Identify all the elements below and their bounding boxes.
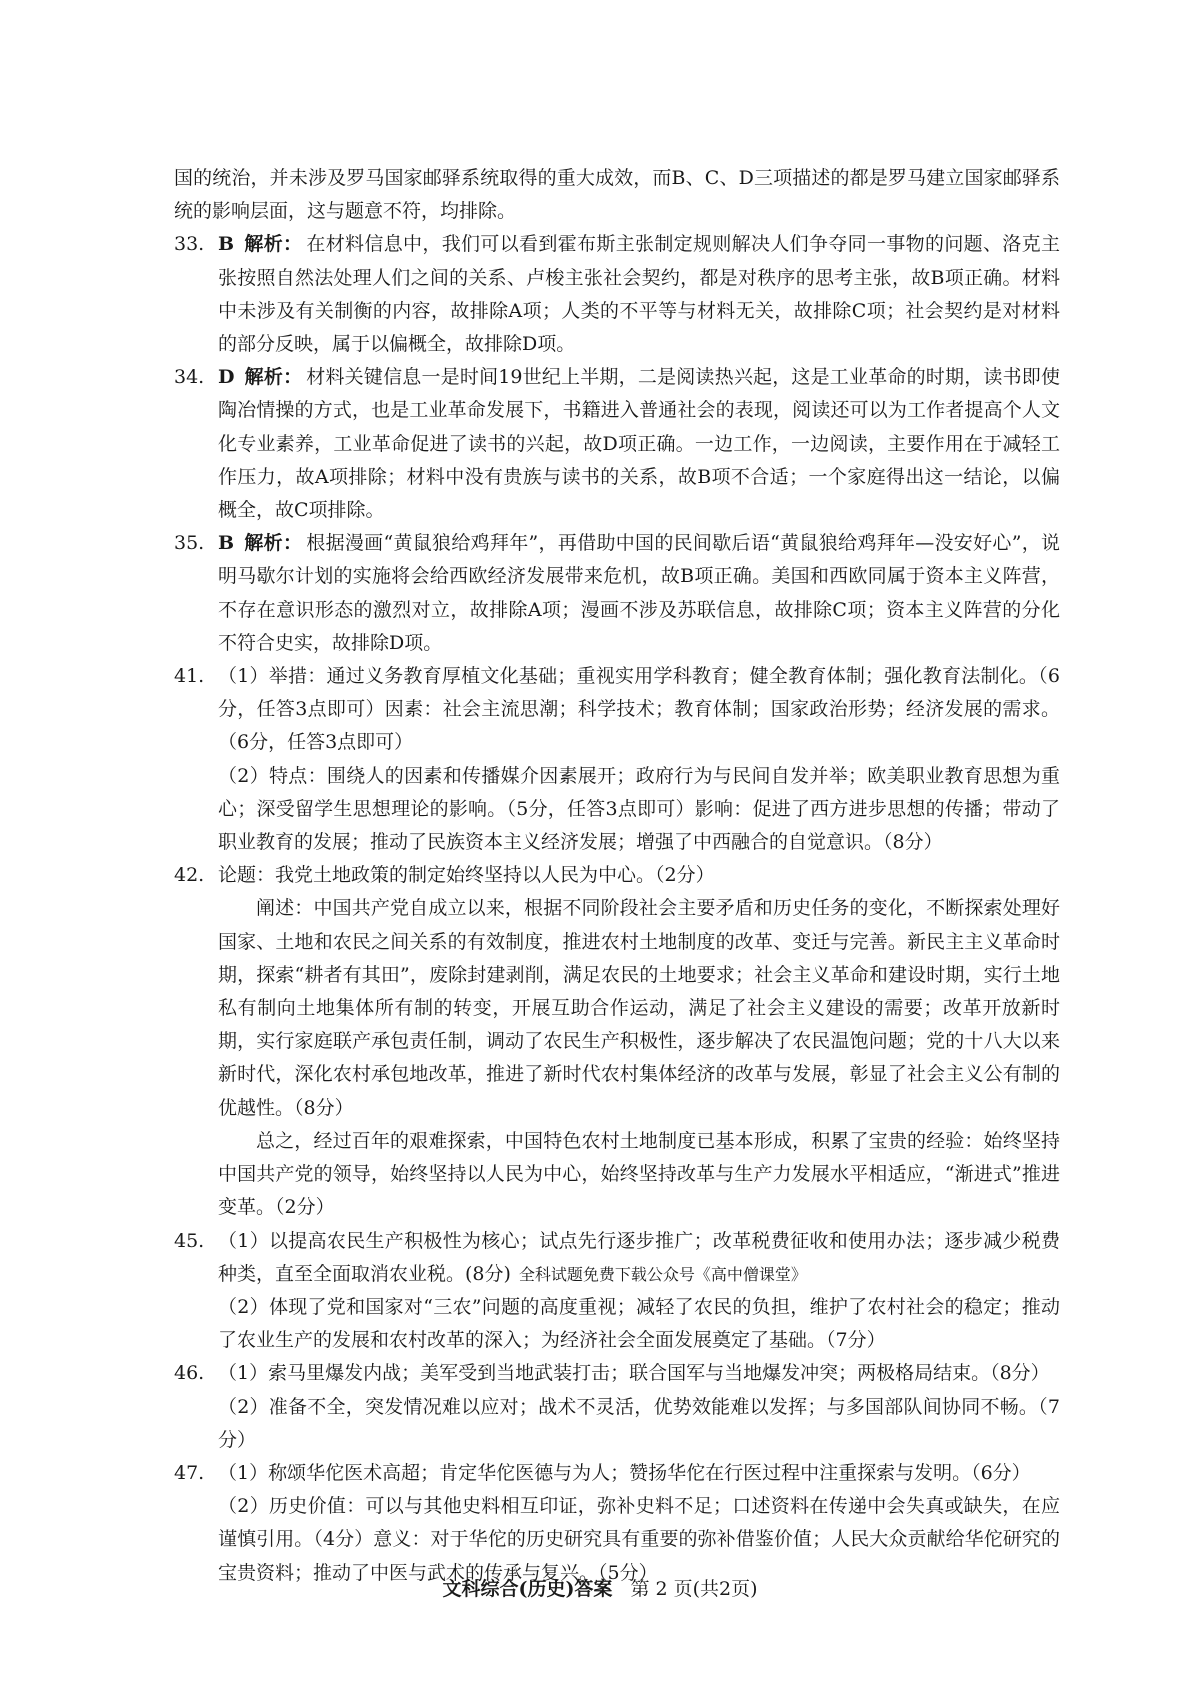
answer-content (174, 162, 1060, 1590)
item-answer: D (218, 366, 235, 389)
item-number: 35. (174, 532, 205, 555)
answer-item-47 (174, 1457, 1060, 1590)
item-label: 解析： (244, 366, 303, 389)
item-text: （2）准备不全，突发情况难以应对；战术不灵活，优势效能难以发挥；与多国部队间协同不畅。（7分） (218, 1395, 1060, 1451)
answer-item-34 (174, 361, 1060, 527)
item-answer: B (218, 532, 235, 555)
item-text: 材料关键信息一是时间19世纪上半期，二是阅读热兴起，这是工业革命的时期，读书即使陶冶情操的方式，也是工业革命发展下，书籍进入普通社会的表现，阅读还可以为工作者提高个人文化专业素养，工业革命促进了读书的兴起，故D项正确。一边工作，一边阅读，主要作用在于减轻工作压力，故A项排除；材料中没有贵族与读书的关系，故B项不合适；一个家庭得出这一结论，以偏概全，故C项排除。 (218, 366, 1060, 522)
item-text: 在材料信息中，我们可以看到霍布斯主张制定规则解决人们争夺同一事物的问题、洛克主张按照自然法处理人们之间的关系、卢梭主张社会契约，都是对秩序的思考主张，故B项正确。材料中未涉及有关制衡的内容，故排除A项；人类的不平等与材料无关，故排除C项；社会契约是对材料的部分反映，属于以偏概全，故排除D项。 (218, 233, 1060, 356)
answer-item-45 (174, 1225, 1060, 1358)
item-text: 根据漫画“黄鼠狼给鸡拜年”，再借助中国的民间歇后语“黄鼠狼给鸡拜年—没安好心”，说明马歇尔计划的实施将会给西欧经济发展带来危机，故B项正确。美国和西欧同属于资本主义阵营，不存在意识形态的激烈对立，故排除A项；漫画不涉及苏联信息，故排除C项；资本主义阵营的分化不符合史实，故排除D项。 (218, 532, 1060, 654)
item-label: 解析： (244, 233, 303, 256)
answer-item-35 (174, 527, 1060, 660)
item-text: 阐述：中国共产党自成立以来，根据不同阶段社会主要矛盾和历史任务的变化，不断探索处理好国家、土地和农民之间关系的有效制度，推进农村土地制度的改革、变迁与完善。新民主主义革命时期，探索“耕者有其田”，废除封建剥削，满足农民的土地要求；社会主义革命和建设时期，实行土地私有制向土地集体所有制的转变，开展互助合作运动，满足了社会主义建设的需要；改革开放新时期，实行家庭联产承包责任制，调动了农民生产积极性，逐步解决了农民温饱问题；党的十八大以来新时代，深化农村承包地改革，推进了新时代农村集体经济的改革与发展，彰显了社会主义公有制的优越性。（8分） (218, 897, 1060, 1119)
item-text: 总之，经过百年的艰难探索，中国特色农村土地制度已基本形成，积累了宝贵的经验：始终坚持中国共产党的领导，始终坚持以人民为中心，始终坚持改革与生产力发展水平相适应，“渐进式”推进变革。（2分） (218, 1129, 1060, 1219)
item-text: （1）称颂华佗医术高超；肯定华佗医德与为人；赞扬华佗在行医过程中注重探索与发明。（6分） (218, 1461, 1031, 1484)
answer-item-46 (174, 1357, 1060, 1457)
item-number: 34. (174, 366, 205, 389)
watermark-note: 全科试题免费下载公众号《高中僧课堂》 (518, 1264, 807, 1284)
item-number: 45. (174, 1229, 205, 1252)
footer-title: 文科综合(历史)答案 (442, 1578, 613, 1600)
item-number: 33. (174, 233, 205, 256)
answer-item-42 (174, 859, 1060, 1224)
item-text: （1）以提高农民生产积极性为核心；试点先行逐步推广；改革税费征收和使用办法；逐步减少税费种类，直至全面取消农业税。(8分) (218, 1229, 1060, 1285)
item-text: （1）索马里爆发内战；美军受到当地武装打击；联合国军与当地爆发冲突；两极格局结束。（8分） (218, 1362, 1050, 1385)
item-text: （2）体现了党和国家对“三农”问题的高度重视；减轻了农民的负担，维护了农村社会的稳定；推动了农业生产的发展和农村改革的深入；为经济社会全面发展奠定了基础。（7分） (218, 1295, 1060, 1352)
page-footer (0, 1574, 1200, 1601)
item-number: 42. (174, 864, 205, 887)
item-text: （2）历史价值：可以与其他史料相互印证，弥补史料不足；口述资料在传递中会失真或缺失，在应谨慎引用。（4分）意义：对于华佗的历史研究具有重要的弥补借鉴价值；人民大众贡献给华佗研究的宝贵资料；推动了中医与武术的传承与复兴。（5分） (218, 1495, 1060, 1584)
item-number: 41. (174, 665, 205, 688)
item-label: 解析： (244, 532, 303, 555)
footer-page-number: 第 2 页(共2页) (630, 1578, 758, 1600)
item-answer: B (218, 233, 235, 256)
answer-item-41 (174, 660, 1060, 859)
item-text: （1）举措：通过义务教育厚植文化基础；重视实用学科教育；健全教育体制；强化教育法制化。（6分，任答3点即可）因素：社会主流思潮；科学技术；教育体制；国家政治形势；经济发展的需求。（6分，任答3点即可） (218, 665, 1060, 754)
item-number: 46. (174, 1362, 205, 1385)
item-text: （2）特点：围绕人的因素和传播媒介因素展开；政府行为与民间自发并举；欧美职业教育思想为重心；深受留学生思想理论的影响。（5分，任答3点即可）影响：促进了西方进步思想的传播；带动了职业教育的发展；推动了民族资本主义经济发展；增强了中西融合的自觉意识。（8分） (218, 764, 1060, 854)
item-text: 论题：我党土地政策的制定始终坚持以人民为中心。（2分） (218, 864, 715, 887)
answer-item-33 (174, 228, 1060, 361)
item-number: 47. (174, 1461, 205, 1484)
intro-paragraph: 国的统治，并未涉及罗马国家邮驿系统取得的重大成效，而B、C、D三项描述的都是罗马建立国家邮驿系统的影响层面，这与题意不符，均排除。 (174, 167, 1060, 223)
